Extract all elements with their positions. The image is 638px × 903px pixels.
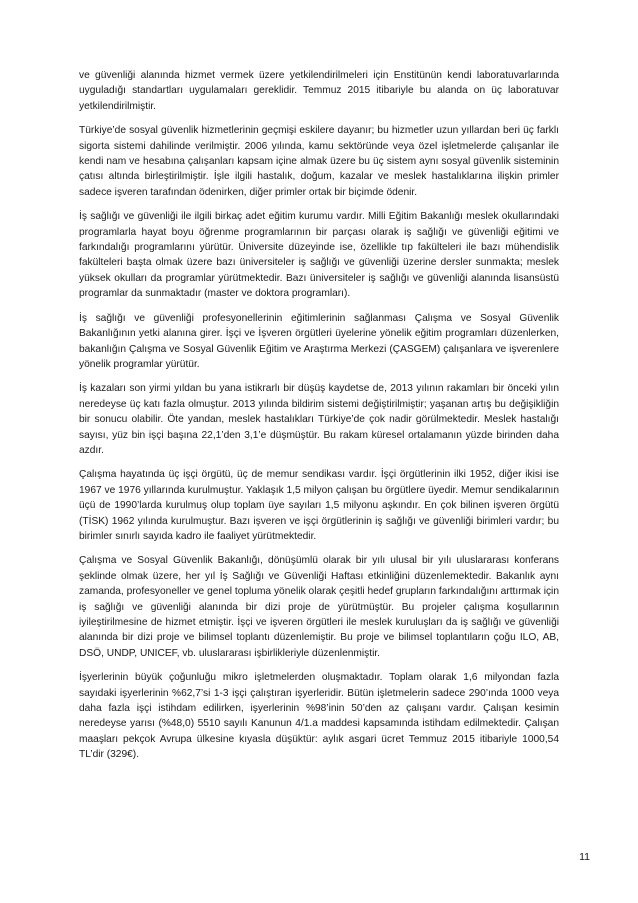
paragraph-workplaces: İşyerlerinin büyük çoğunluğu mikro işletmelerden oluşmaktadır. Toplam olarak 1,6 milyondan fazla sayıdaki işyerlerinin %62,7’si 1-3 işçi çalıştıran işyerleridir. Bütün işletmelerin sadece 290’ında 1000 veya daha fazla işçi istihdam edilirken, işyerlerinin %98’inin 50’den az çalışanı vardır. Çalışan kesimin neredeyse yarısı (%48,0) 5510 sayılı Kanunun 4/1.a maddesi kapsamında istihdam edilmektedir. Çalışan maaşları pekçok Avrupa ülkesine kıyasla düşüktür: aylık asgari ücret Temmuz 2015 itibariyle 1000,54 TL’dir (329€).: [79, 672, 559, 761]
page-number: 11: [579, 851, 590, 863]
paragraph-unions: Çalışma hayatında üç işçi örgütü, üç de memur sendikası vardır. İşçi örgütlerinin ilki 1952, diğer ikisi ise 1967 ve 1976 yıllarında kurulmuştur. Yaklaşık 1,5 milyon çalışan bu örgütlere üyedir. Memur sendikalarının üçü de 1990’larda kurulmuş olup toplam üye sayıları 1,5 milyonu aşkındır. En çok bilinen işveren örgütü (TİSK) 1962 yılında kurulmuştur. Bazı işveren ve işçi örgütlerinin iş sağlığı ve güvenliği birimleri vardır; bu birimler sınırlı sayıda kadro ile faaliyet yürütmektedir.: [79, 469, 559, 542]
paragraph-social-security: Türkiye’de sosyal güvenlik hizmetlerinin geçmişi eskilere dayanır; bu hizmetler uzun yıllardan beri üç farklı sigorta sistemi dahilinde verilmiştir. 2006 yılında, kamu sektöründe veya özel işletmelerde çalışanlar ile kendi nam ve hesabına çalışanları kapsam içine almak üzere bu üç sistem aynı sosyal güvenlik sisteminin çatısı altında birleştirilmiştir. İşle ilgili hastalık, doğum, kazalar ve meslek hastalıklarına ilişkin primler sadece işveren tarafından ödenirken, diğer primler ortak bir biçimde ödenir.: [79, 125, 559, 198]
document-body: [79, 68, 559, 772]
paragraph-professional-training: İş sağlığı ve güvenliği profesyonellerinin eğitimlerinin sağlanması Çalışma ve Sosyal Güvenlik Bakanlığının yetki alanına girer. İşçi ve İşveren örgütleri üyelerine yönelik eğitim programları düzenlerken, bakanlığın Çalışma ve Sosyal Güvenlik Eğitim ve Araştırma Merkezi (ÇASGEM) çalışanlara ve işverenlere yönelik programlar yürütür.: [79, 312, 559, 370]
paragraph-work-accidents: İş kazaları son yirmi yıldan bu yana istikrarlı bir düşüş kaydetse de, 2013 yılının rakamları bir önceki yılın neredeyse üç katı fazla olmuştur. 2013 yılında bildirim sistemi değiştirilmiştir; yaşanan artış bu değişikliğin bir sonucu olabilir. Öte yandan, meslek hastalıkları Türkiye’de çok nadir görülmektedir. Meslek hastalığı sayısı, yüz bin işçi başına 22,1’den 3,1’e düşmüştür. Bu rakam küresel ortalamanın yüzde birinden daha azdır.: [79, 383, 559, 456]
paragraph-training-institutions: İş sağlığı ve güvenliği ile ilgili birkaç adet eğitim kurumu vardır. Milli Eğitim Bakanlığı meslek okullarındaki programlarla hayat boyu öğrenme programlarının bir parçası olarak iş sağlığı ve güvenliği eğitimi ve farkındalığı programlarını yürütür. Üniversite düzeyinde ise, özellikle tıp fakülteleri ile bazı mühendislik fakülteleri başta olmak üzere bazı üniversiteler iş sağlığı ve güvenliği üzerine dersler sunmakta; meslek yüksek okulları da programlar yürütmektedir. Bazı üniversiteler iş sağlığı ve güvenliği alanında lisansüstü programlar da sunmaktadır (master ve doktora programları).: [79, 211, 559, 300]
paragraph-laboratory-authorization: ve güvenliği alanında hizmet vermek üzere yetkilendirilmeleri için Enstitünün kendi laboratuvarlarında uyguladığı standartları uygulamaları gereklidir. Temmuz 2015 itibariyle bu alanda on üç laboratuvar yetkilendirilmiştir.: [79, 70, 559, 112]
paragraph-ministry-activities: Çalışma ve Sosyal Güvenlik Bakanlığı, dönüşümlü olarak bir yılı ulusal bir yılı uluslararası konferans şeklinde olmak üzere, her yıl İş Sağlığı ve Güvenliği Haftası etkinliğini düzenlemektedir. Bakanlık aynı zamanda, profesyoneller ve genel topluma yönelik olarak çeşitli hedef grupların farkındalığını arttırmak için iş sağlığı ve güvenliği alanında bir dizi proje de yürütmüştür. Bu projeler çalışma koşullarının iyileştirilmesine de hizmet etmiştir. İşçi ve işveren örgütleri ile meslek kuruluşları da iş sağlığı ve güvenliği alanında bir dizi proje ve bilimsel toplantı düzenlemiştir. Bu proje ve bilimsel toplantıların çoğu ILO, AB, DSÖ, UNDP, UNICEF, vb. uluslararası işbirlikleriyle düzenlenmiştir.: [79, 555, 559, 659]
